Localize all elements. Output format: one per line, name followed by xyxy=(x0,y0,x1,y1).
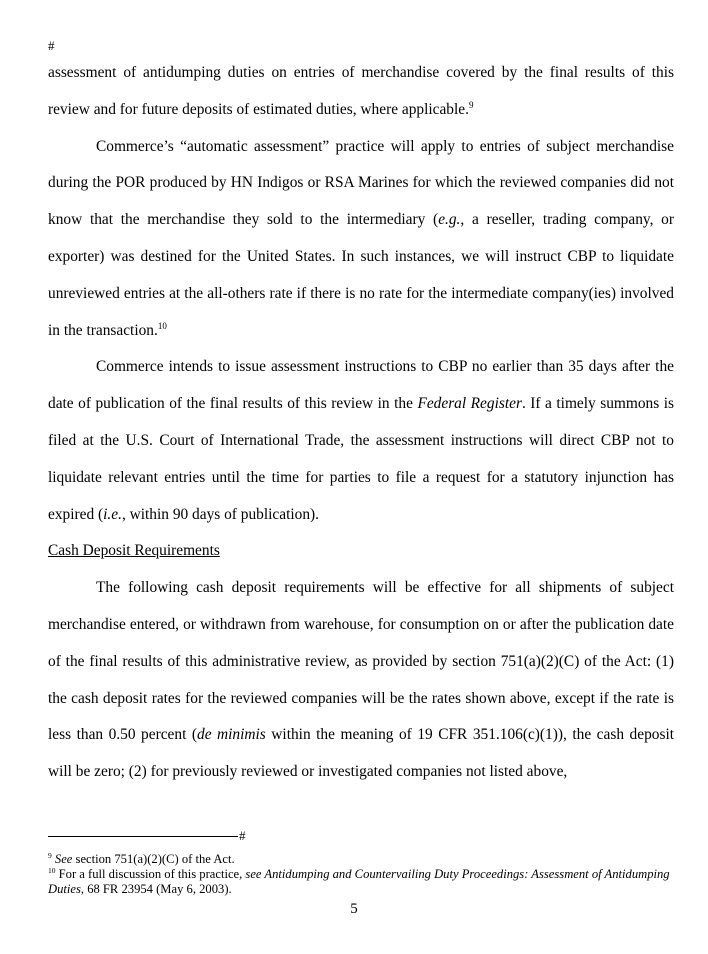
body-text xyxy=(48,55,674,791)
footnotes xyxy=(48,852,678,897)
top-marker: # xyxy=(48,38,55,53)
paragraph-cash-deposit: The following cash deposit requirements will be effective for all shipments of subject merchandise entered, or withdrawn from warehouse, for consumption on or after the publication date of the final results of this administrative review, as provided by section 751(a)(2)(C) of the Act: (1) the cash deposit rates for the reviewed companies will be the rates shown above, except if the rate is less than 0.50 percent (de minimis within the meaning of 19 CFR 351.106(c)(1)), the cash deposit will be zero; (2) for previously reviewed or investigated companies not listed above, xyxy=(48,579,675,781)
section-heading: Cash Deposit Requirements xyxy=(48,542,220,560)
footnote-separator xyxy=(48,836,238,837)
paragraph-assessment-instructions: Commerce intends to issue assessment instructions to CBP no earlier than 35 days after the date of publication of the final results of this review in the Federal Register. If a timely summons is filed at the U.S. Court of International Trade, the assessment instructions will direct CBP not to liquidate relevant entries until the time for parties to file a request for a statutory injunction has expired (i.e., within 90 days of publication). xyxy=(48,358,674,523)
footnote-10: $^{10}$ For a full discussion of this practice, see Antidumping and Countervailing Duty Proceedings: Assessment of Antidumping Duties, 68 FR 23954 (May 6, 2003). xyxy=(48,866,670,896)
page-number: 5 xyxy=(350,901,358,917)
footnote-ref[interactable]: 9 xyxy=(468,99,474,110)
footnote-9: $^9$ See section 751(a)(2)(C) of the Act. xyxy=(48,851,235,866)
footnote-marker: # xyxy=(239,828,246,843)
footnote-ref[interactable]: 10 xyxy=(157,320,167,331)
paragraph-automatic-assessment: Commerce’s “automatic assessment” practice will apply to entries of subject merchandise during the POR produced by HN Indigos or RSA Marines for which the reviewed companies did not know that the merchandise they sold to the intermediary (e.g., a reseller, trading company, or exporter) was destined for the United States. In such instances, we will instruct CBP to liquidate unreviewed entries at the all-others rate if there is no rate for the intermediate company(ies) involved in the transaction.$^{10}$ xyxy=(48,137,674,339)
paragraph-continuation: assessment of antidumping duties on entries of merchandise covered by the final results of this review and for future deposits of estimated duties, where applicable.$^9$ xyxy=(48,64,674,118)
